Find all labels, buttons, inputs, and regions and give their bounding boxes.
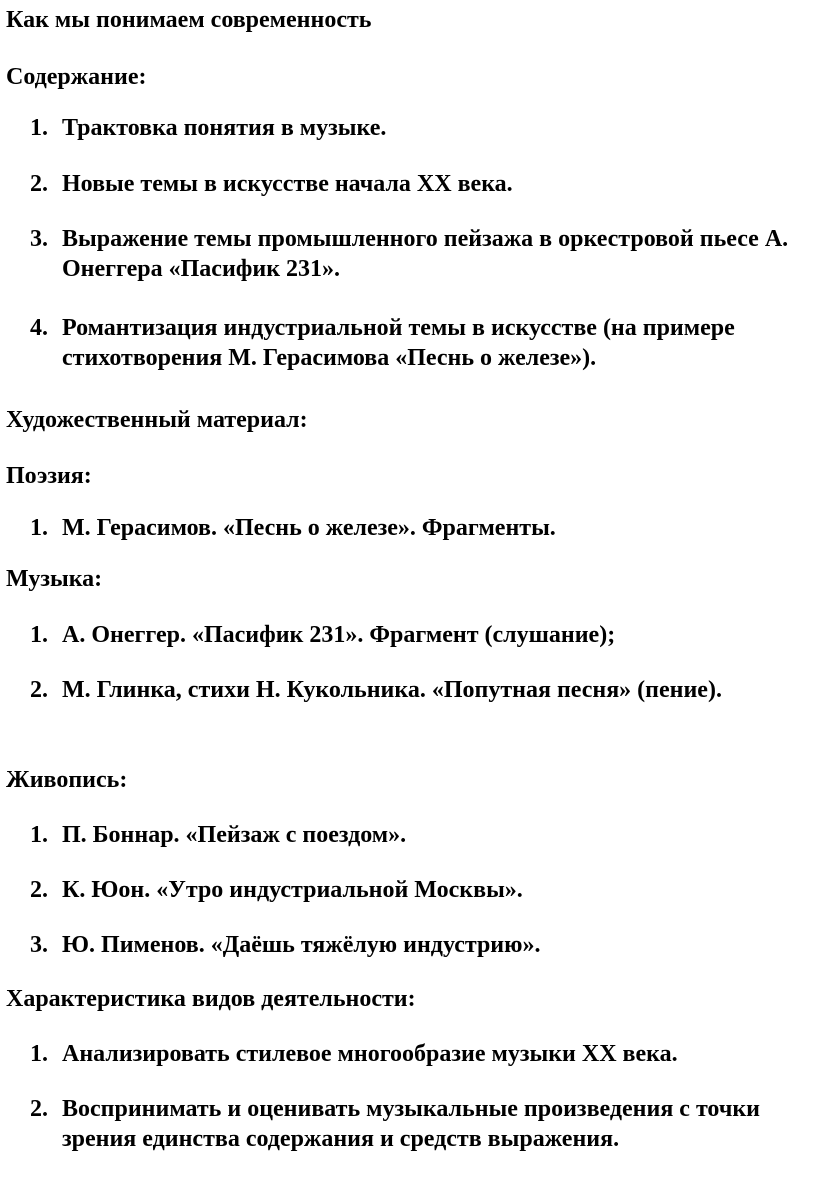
- list-number: 2.: [30, 171, 48, 197]
- list-text: Воспринимать и оценивать музыкальные произведения с точки зрения единства содержания и средств выражения.: [62, 1096, 761, 1152]
- painting-heading: Живопись:: [6, 767, 128, 793]
- list-item: [30, 620, 810, 650]
- list-number: 1.: [30, 1041, 48, 1067]
- list-text: Ю. Пименов. «Даёшь тяжёлую индустрию».: [62, 932, 541, 958]
- list-number: 1.: [30, 115, 48, 141]
- list-item: [30, 820, 810, 850]
- list-number: 1.: [30, 622, 48, 648]
- list-item: [30, 113, 810, 143]
- list-text: Романтизация индустриальной темы в искусстве (на примере стихотворения М. Герасимова «Песнь о железе»).: [62, 315, 735, 371]
- list-number: 4.: [30, 315, 48, 341]
- music-heading: Музыка:: [6, 566, 103, 592]
- list-number: 3.: [30, 226, 48, 252]
- list-item: [30, 930, 810, 960]
- list-text: Трактовка понятия в музыке.: [62, 115, 387, 141]
- list-item: [30, 169, 810, 199]
- list-item: [30, 875, 810, 905]
- list-number: 2.: [30, 877, 48, 903]
- document-title: Как мы понимаем современность: [6, 7, 372, 33]
- list-number: 2.: [30, 677, 48, 703]
- list-item: [30, 1094, 810, 1156]
- list-text: М. Герасимов. «Песнь о железе». Фрагменты.: [62, 515, 556, 541]
- list-item: [30, 675, 810, 737]
- list-text: Выражение темы промышленного пейзажа в оркестровой пьесе А. Онеггера «Пасифик 231».: [62, 226, 789, 282]
- list-number: 1.: [30, 515, 48, 541]
- list-text: К. Юон. «Утро индустриальной Москвы».: [62, 877, 523, 903]
- list-text: А. Онеггер. «Пасифик 231». Фрагмент (слушание);: [62, 622, 616, 648]
- list-number: 3.: [30, 932, 48, 958]
- list-text: П. Боннар. «Пейзаж с поездом».: [62, 822, 407, 848]
- poetry-heading: Поэзия:: [6, 463, 92, 489]
- contents-heading: Содержание:: [6, 64, 147, 90]
- list-text: Анализировать стилевое многообразие музыки XX века.: [62, 1041, 678, 1067]
- list-text: М. Глинка, стихи Н. Кукольника. «Попутная песня» (пение).: [62, 677, 722, 703]
- list-number: 2.: [30, 1096, 48, 1122]
- list-item: [30, 313, 810, 375]
- list-item: [30, 224, 810, 286]
- list-item: [30, 513, 810, 543]
- material-heading: Художественный материал:: [6, 407, 308, 433]
- list-text: Новые темы в искусстве начала XX века.: [62, 171, 513, 197]
- list-number: 1.: [30, 822, 48, 848]
- activities-heading: Характеристика видов деятельности:: [6, 986, 416, 1012]
- list-item: [30, 1039, 810, 1069]
